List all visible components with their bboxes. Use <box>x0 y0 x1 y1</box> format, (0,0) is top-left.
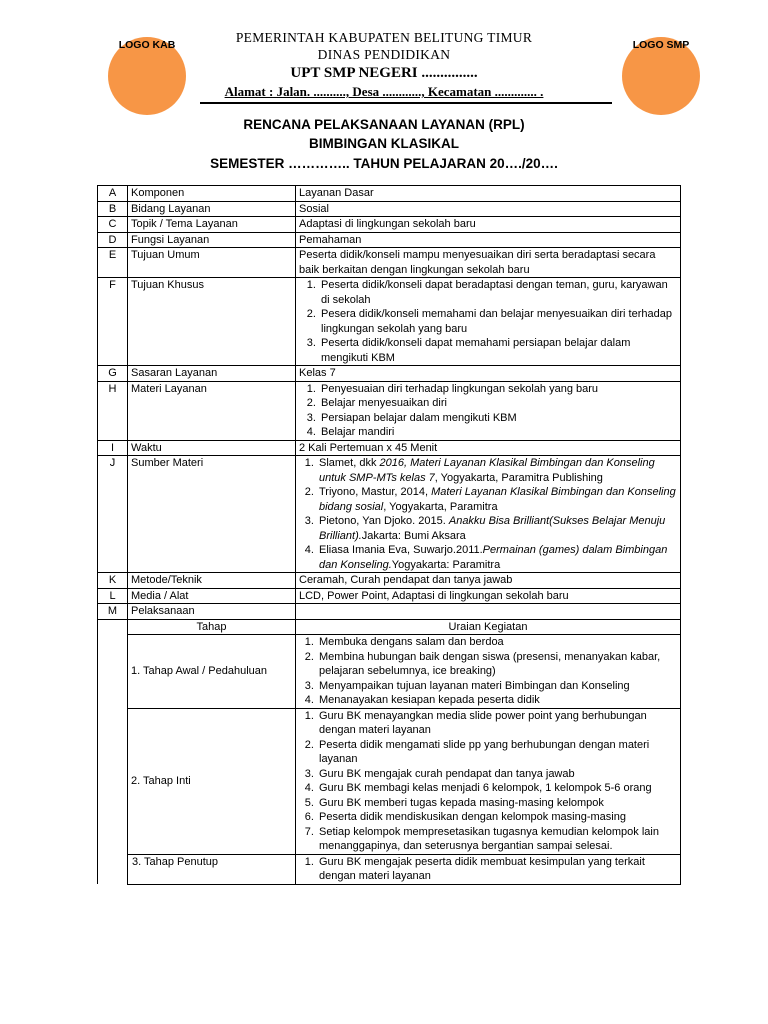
sumber-list <box>299 456 677 572</box>
doc-subtitle: BIMBINGAN KLASIKAL <box>309 136 459 151</box>
list-item: 1. Guru BK menayangkan media slide power point yang berhubungan dengan materi layanan <box>317 709 677 738</box>
list-item: 2. Pesera didik/konseli memahami dan belajar menyesuaikan diri terhadap lingkungan sekolah yang baru <box>319 307 677 336</box>
row-f: F Tujuan Khusus 1. Peserta didik/konseli dapat beradaptasi dengan teman, guru, karyawan di sekolah 2. Pesera didik/konseli memahami dan belajar menyesuaikan diri terhadap lingkungan sekolah yang baru 3. Peserta didik/konseli dapat memahami persiapan belajar dalam mengikuti KBM <box>98 278 681 366</box>
doc-semester: SEMESTER ………….. TAHUN PELAJARAN 20…./20…. <box>210 156 558 171</box>
rpl-table <box>97 185 681 885</box>
list-item: 2. Belajar menyesuaikan diri <box>319 396 677 411</box>
list-item: 3. Peserta didik/konseli dapat memahami persiapan belajar dalam mengikuti KBM <box>319 336 677 365</box>
col-tahap: Tahap <box>128 619 296 635</box>
list-item: 4. Guru BK membagi kelas menjadi 6 kelompok, 1 kelompok 5-6 orang <box>317 781 677 796</box>
row-d: D Fungsi Layanan Pemahaman <box>98 232 681 248</box>
list-item: 3. Pietono, Yan Djoko. 2015. Anakku Bisa Brilliant(Sukses Belajar Menuju Brilliant).Jakarta: Bumi Aksara <box>317 514 677 543</box>
stage-inti <box>98 708 681 854</box>
row-g: G Sasaran Layanan Kelas 7 <box>98 366 681 382</box>
list-item: 4. Eliasa Imania Eva, Suwarjo.2011.Permainan (games) dalam Bimbingan dan Konseling.Yogyakarta: Paramitra <box>317 543 677 572</box>
list-item: 3. Menyampaikan tujuan layanan materi Bimbingan dan Konseling <box>317 679 677 694</box>
kop-dinas: DINAS PENDIDIKAN <box>317 47 451 62</box>
kegiatan-list <box>299 709 677 854</box>
stage-awal <box>98 635 681 709</box>
row-j: J Sumber Materi 1. Slamet, dkk 2016, Materi Layanan Klasikal Bimbingan dan Konseling untuk SMP-MTs kelas 7, Yogyakarta, Paramitra Publishing 2. Triyono, Mastur, 2014, Materi Layanan Klasikal Bimbingan dan Konseling bidang sosial, Yogyakarta, Paramitra 3. Pietono, Yan Djoko. 2015. Anakku Bisa Brilliant(Sukses Belajar Menuju Brilliant).Jakarta: Bumi Aksara 4. Eliasa Imania Eva, Suwarjo.2011.Permainan (games) dalam Bimbingan dan Konseling.Yogyakarta: Paramitra <box>98 456 681 573</box>
kop-sekolah: UPT SMP NEGERI ............... <box>290 65 478 81</box>
row-a: A Komponen Layanan Dasar <box>98 186 681 202</box>
logo-smp: LOGO SMP <box>622 37 700 115</box>
list-item: 3. Persiapan belajar dalam mengikuti KBM <box>319 411 677 426</box>
row-b: B Bidang Layanan Sosial <box>98 201 681 217</box>
row-k: K Metode/Teknik Ceramah, Curah pendapat dan tanya jawab <box>98 573 681 589</box>
list-item: 2. Triyono, Mastur, 2014, Materi Layanan Klasikal Bimbingan dan Konseling bidang sosial, Yogyakarta, Paramitra <box>317 485 677 514</box>
list-item: 1. Slamet, dkk 2016, Materi Layanan Klasikal Bimbingan dan Konseling untuk SMP-MTs kelas 7, Yogyakarta, Paramitra Publishing <box>317 456 677 485</box>
list-item: 7. Setiap kelompok mempresetasikan tugasnya kemudian kelompok lain menanggapinya, dan seterusnya bergantian sampai selesai. <box>317 825 677 854</box>
row-i: I Waktu 2 Kali Pertemuan x 45 Menit <box>98 440 681 456</box>
list-item: 4. Menanayakan kesiapan kepada peserta didik <box>317 693 677 708</box>
row-l: L Media / Alat LCD, Power Point, Adaptasi di lingkungan sekolah baru <box>98 588 681 604</box>
row-m: M Pelaksanaan <box>98 604 681 620</box>
row-c: C Topik / Tema Layanan Adaptasi di lingkungan sekolah baru <box>98 217 681 233</box>
stage-name: 3. Tahap Penutup <box>128 854 296 884</box>
col-uraian: Uraian Kegiatan <box>296 619 681 635</box>
list-item: 6. Peserta didik mendiskusikan dengan kelompok masing-masing <box>317 810 677 825</box>
stage-name: 1. Tahap Awal / Pedahuluan <box>128 635 296 709</box>
logo-kab: LOGO KAB <box>108 37 186 115</box>
list-item: 1. Guru BK mengajak peserta didik membuat kesimpulan yang terkait dengan materi layanan <box>317 855 677 884</box>
list-item: 2. Membina hubungan baik dengan siswa (presensi, menanyakan kabar, pelajaran sebelumnya, ice breaking) <box>317 650 677 679</box>
row-h: H Materi Layanan 1. Penyesuaian diri terhadap lingkungan sekolah yang baru 2. Belajar menyesuaikan diri 3. Persiapan belajar dalam mengikuti KBM 4. Belajar mandiri <box>98 381 681 440</box>
stage-name: 2. Tahap Inti <box>128 708 296 854</box>
list-item: 1. Membuka dengans salam dan berdoa <box>317 635 677 650</box>
list-item: 1. Penyesuaian diri terhadap lingkungan sekolah yang baru <box>319 382 677 397</box>
stage-penutup <box>98 854 681 884</box>
list-item: 1. Peserta didik/konseli dapat beradaptasi dengan teman, guru, karyawan di sekolah <box>319 278 677 307</box>
list-item: 3. Guru BK mengajak curah pendapat dan tanya jawab <box>317 767 677 782</box>
doc-title: RENCANA PELAKSANAAN LAYANAN (RPL) <box>243 117 525 132</box>
row-e: E Tujuan Umum Peserta didik/konseli mampu menyesuaikan diri serta beradaptasi secara baik berkaitan dengan lingkungan sekolah baru <box>98 248 681 278</box>
kop-alamat: Alamat : Jalan. .........., Desa ............, Kecamatan ............. . <box>224 84 544 99</box>
materi-list <box>299 382 677 440</box>
kegiatan-list <box>299 635 677 708</box>
pelaksanaan-header <box>98 619 681 635</box>
tujuan-khusus-list <box>299 278 677 365</box>
kop-rule <box>200 102 612 104</box>
list-item: 2. Peserta didik mengamati slide pp yang berhubungan dengan materi layanan <box>317 738 677 767</box>
kop-pemerintah: PEMERINTAH KABUPATEN BELITUNG TIMUR <box>235 30 533 45</box>
list-item: 4. Belajar mandiri <box>319 425 677 440</box>
list-item: 5. Guru BK memberi tugas kepada masing-masing kelompok <box>317 796 677 811</box>
kegiatan-list <box>299 855 677 884</box>
